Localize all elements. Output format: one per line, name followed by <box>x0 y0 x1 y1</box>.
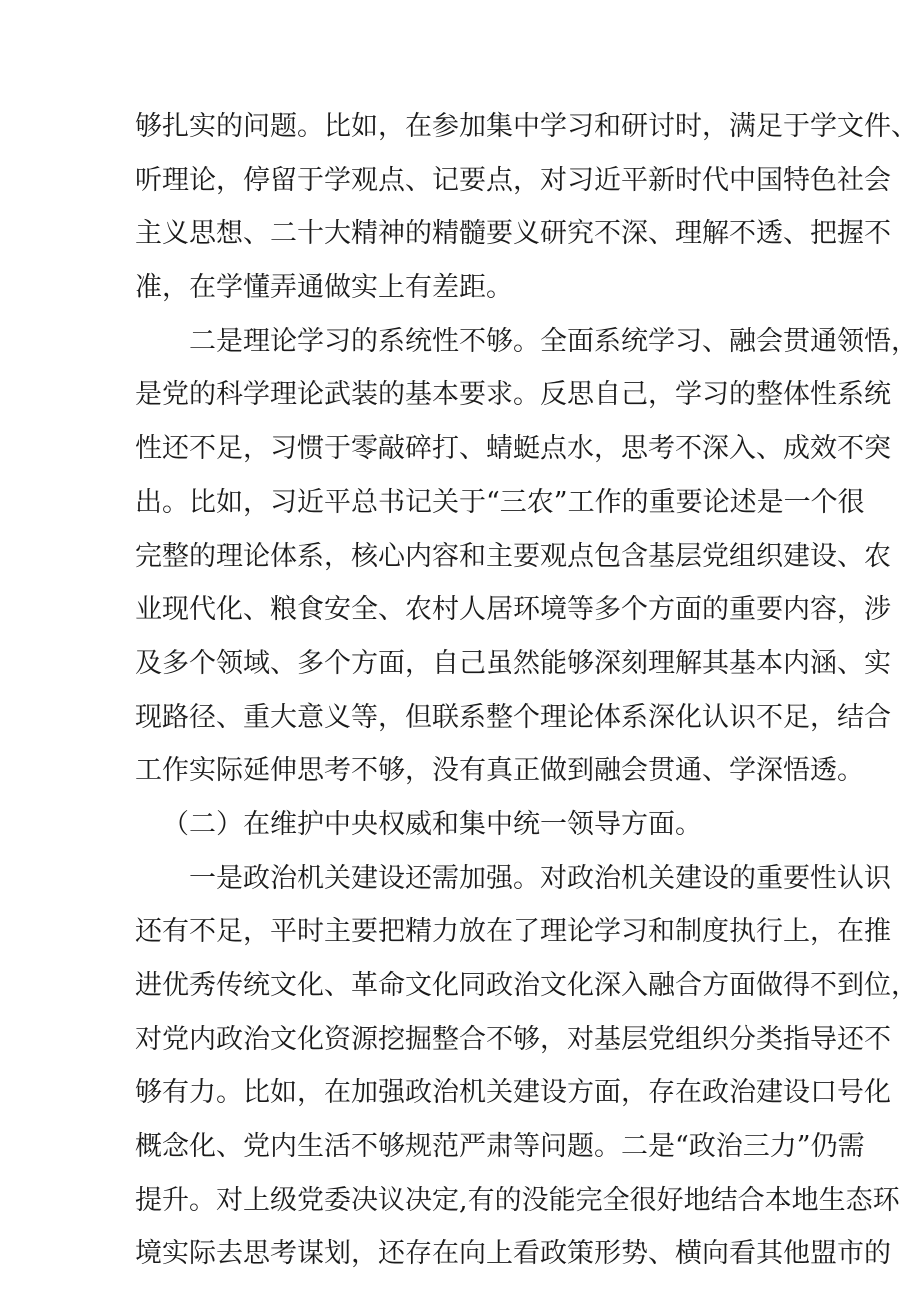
text-line: 是党的科学理论武装的基本要求。反思自己，学习的整体性系统 <box>135 379 891 410</box>
text-line: 出。比如，习近平总书记关于“三农”工作的重要论述是一个很 <box>135 487 865 518</box>
text-line: 够扎实的问题。比如，在参加集中学习和研讨时，满足于学文件、 <box>135 111 918 142</box>
text-line: 对党内政治文化资源挖掘整合不够，对基层党组织分类指导还不 <box>135 1024 891 1055</box>
text-line: 业现代化、粮食安全、农村人居环境等多个方面的重要内容，涉 <box>135 594 891 625</box>
text-line: 还有不足，平时主要把精力放在了理论学习和制度执行上，在推 <box>135 916 891 947</box>
text-line: 够有力。比如，在加强政治机关建设方面，存在政治建设口号化 <box>135 1077 891 1108</box>
text-line: 进优秀传统文化、革命文化同政治文化深入融合方面做得不到位， <box>135 970 918 1001</box>
text-line: 准，在学懂弄通做实上有差距。 <box>135 272 513 303</box>
text-line: 提升。对上级党委决议决定,有的没能完全很好地结合本地生态环 <box>135 1185 900 1216</box>
text-line: 听理论，停留于学观点、记要点，对习近平新时代中国特色社会 <box>135 165 891 196</box>
text-line: 主义思想、二十大精神的精髓要义研究不深、理解不透、把握不 <box>135 218 891 249</box>
section-heading: （二）在维护中央权威和集中统一领导方面。 <box>162 809 702 840</box>
text-line: 工作实际延伸思考不够，没有真正做到融会贯通、学深悟透。 <box>135 755 864 786</box>
text-line: 性还不足，习惯于零敲碎打、蜻蜓点水，思考不深入、成效不突 <box>135 433 891 464</box>
text-line: 概念化、党内生活不够规范严肃等问题。二是“政治三力”仍需 <box>135 1131 865 1162</box>
paragraph-start-line: 一是政治机关建设还需加强。对政治机关建设的重要性认识 <box>189 863 891 894</box>
text-line: 现路径、重大意义等，但联系整个理论体系深化认识不足，结合 <box>135 702 891 733</box>
paragraph-start-line: 二是理论学习的系统性不够。全面系统学习、融会贯通领悟， <box>189 326 918 357</box>
text-line: 境实际去思考谋划，还存在向上看政策形势、横向看其他盟市的 <box>135 1238 891 1269</box>
text-line: 及多个领域、多个方面，自己虽然能够深刻理解其基本内涵、实 <box>135 648 891 679</box>
text-line: 完整的理论体系，核心内容和主要观点包含基层党组织建设、农 <box>135 541 891 572</box>
